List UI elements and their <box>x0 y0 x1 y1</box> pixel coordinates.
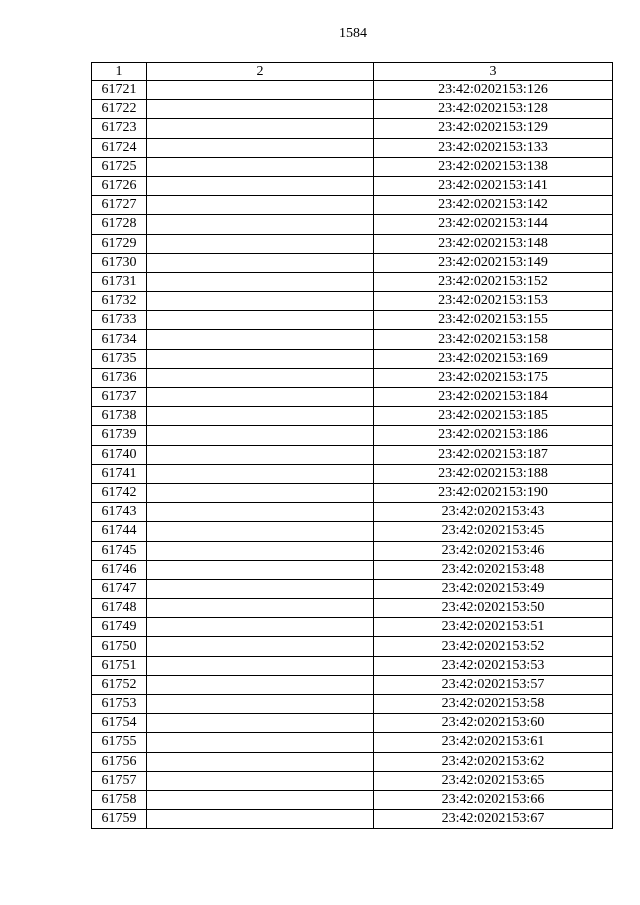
table-cell-col-2 <box>147 368 374 387</box>
table-row <box>92 368 613 387</box>
table-cell-col-2 <box>147 464 374 483</box>
table-row <box>92 752 613 771</box>
table-row <box>92 656 613 675</box>
table-cell-col-3: 23:42:0202153:52 <box>374 637 613 656</box>
table-row <box>92 503 613 522</box>
table-cell-col-3: 23:42:0202153:43 <box>374 503 613 522</box>
table-cell-col-1: 61727 <box>92 196 147 215</box>
table-cell-col-1: 61734 <box>92 330 147 349</box>
table-cell-col-1: 61725 <box>92 157 147 176</box>
table-cell-col-1: 61754 <box>92 714 147 733</box>
table-cell-col-2 <box>147 196 374 215</box>
table-cell-col-3: 23:42:0202153:126 <box>374 81 613 100</box>
table-cell-col-3: 23:42:0202153:62 <box>374 752 613 771</box>
table-cell-col-2 <box>147 503 374 522</box>
table-cell-col-1: 61756 <box>92 752 147 771</box>
table-cell-col-2 <box>147 407 374 426</box>
table-cell-col-3: 23:42:0202153:58 <box>374 695 613 714</box>
table-cell-col-3: 23:42:0202153:138 <box>374 157 613 176</box>
table-cell-col-2 <box>147 752 374 771</box>
table-row <box>92 176 613 195</box>
table-cell-col-2 <box>147 100 374 119</box>
table-row <box>92 349 613 368</box>
table-cell-col-2 <box>147 637 374 656</box>
table-cell-col-3: 23:42:0202153:141 <box>374 176 613 195</box>
table-row <box>92 311 613 330</box>
table-cell-col-2 <box>147 541 374 560</box>
table-cell-col-3: 23:42:0202153:153 <box>374 292 613 311</box>
table-cell-col-2 <box>147 771 374 790</box>
table-cell-col-3: 23:42:0202153:184 <box>374 388 613 407</box>
table-row <box>92 426 613 445</box>
table-cell-col-1: 61729 <box>92 234 147 253</box>
table-cell-col-1: 61757 <box>92 771 147 790</box>
table-cell-col-1: 61737 <box>92 388 147 407</box>
table-cell-col-2 <box>147 234 374 253</box>
table-row <box>92 464 613 483</box>
table-row <box>92 253 613 272</box>
table-cell-col-1: 61743 <box>92 503 147 522</box>
table-cell-col-2 <box>147 560 374 579</box>
table-row <box>92 618 613 637</box>
table-cell-col-3: 23:42:0202153:186 <box>374 426 613 445</box>
table-row <box>92 483 613 502</box>
table-cell-col-3: 23:42:0202153:149 <box>374 253 613 272</box>
table-row <box>92 138 613 157</box>
table-cell-col-1: 61742 <box>92 483 147 502</box>
table-cell-col-1: 61730 <box>92 253 147 272</box>
table-row <box>92 790 613 809</box>
table-cell-col-1: 61750 <box>92 637 147 656</box>
column-header-1: 1 <box>92 63 147 81</box>
table-cell-col-1: 61746 <box>92 560 147 579</box>
table-cell-col-3: 23:42:0202153:175 <box>374 368 613 387</box>
table-cell-col-2 <box>147 599 374 618</box>
table-row <box>92 714 613 733</box>
table-cell-col-3: 23:42:0202153:53 <box>374 656 613 675</box>
table-cell-col-2 <box>147 733 374 752</box>
table-cell-col-2 <box>147 656 374 675</box>
table-cell-col-2 <box>147 272 374 291</box>
table-row <box>92 81 613 100</box>
table-cell-col-1: 61723 <box>92 119 147 138</box>
table-row <box>92 675 613 694</box>
table-cell-col-1: 61752 <box>92 675 147 694</box>
table-cell-col-3: 23:42:0202153:57 <box>374 675 613 694</box>
table-cell-col-3: 23:42:0202153:148 <box>374 234 613 253</box>
table-cell-col-2 <box>147 675 374 694</box>
table-row <box>92 522 613 541</box>
table-cell-col-1: 61739 <box>92 426 147 445</box>
table-cell-col-2 <box>147 349 374 368</box>
table-cell-col-1: 61748 <box>92 599 147 618</box>
page-number: 1584 <box>339 26 367 41</box>
table-row <box>92 579 613 598</box>
table-cell-col-3: 23:42:0202153:46 <box>374 541 613 560</box>
table-cell-col-3: 23:42:0202153:49 <box>374 579 613 598</box>
table-row <box>92 330 613 349</box>
column-header-2: 2 <box>147 63 374 81</box>
table-cell-col-1: 61740 <box>92 445 147 464</box>
table-row <box>92 637 613 656</box>
table-cell-col-1: 61745 <box>92 541 147 560</box>
table-cell-col-2 <box>147 138 374 157</box>
table-cell-col-3: 23:42:0202153:129 <box>374 119 613 138</box>
table-cell-col-2 <box>147 81 374 100</box>
table-cell-col-2 <box>147 445 374 464</box>
table-cell-col-2 <box>147 176 374 195</box>
table-row <box>92 196 613 215</box>
table-row <box>92 234 613 253</box>
table-cell-col-2 <box>147 695 374 714</box>
table-cell-col-1: 61744 <box>92 522 147 541</box>
table-cell-col-3: 23:42:0202153:188 <box>374 464 613 483</box>
table-row <box>92 695 613 714</box>
table-cell-col-1: 61731 <box>92 272 147 291</box>
table-row <box>92 292 613 311</box>
table-cell-col-1: 61747 <box>92 579 147 598</box>
table-cell-col-3: 23:42:0202153:65 <box>374 771 613 790</box>
table-cell-col-1: 61724 <box>92 138 147 157</box>
table-cell-col-3: 23:42:0202153:60 <box>374 714 613 733</box>
table-cell-col-2 <box>147 790 374 809</box>
table-cell-col-1: 61721 <box>92 81 147 100</box>
table-cell-col-3: 23:42:0202153:61 <box>374 733 613 752</box>
table-row <box>92 445 613 464</box>
table-cell-col-1: 61751 <box>92 656 147 675</box>
table-row <box>92 771 613 790</box>
table-cell-col-1: 61732 <box>92 292 147 311</box>
table-cell-col-1: 61735 <box>92 349 147 368</box>
column-header-3: 3 <box>374 63 613 81</box>
table-cell-col-1: 61741 <box>92 464 147 483</box>
table-cell-col-1: 61755 <box>92 733 147 752</box>
table-cell-col-1: 61722 <box>92 100 147 119</box>
table-cell-col-2 <box>147 253 374 272</box>
table-cell-col-1: 61733 <box>92 311 147 330</box>
table-cell-col-3: 23:42:0202153:144 <box>374 215 613 234</box>
table-cell-col-1: 61738 <box>92 407 147 426</box>
table-cell-col-1: 61758 <box>92 790 147 809</box>
table-row <box>92 100 613 119</box>
table-cell-col-3: 23:42:0202153:185 <box>374 407 613 426</box>
table-cell-col-3: 23:42:0202153:158 <box>374 330 613 349</box>
table-cell-col-3: 23:42:0202153:67 <box>374 810 613 829</box>
table-body <box>92 81 613 829</box>
table-cell-col-2 <box>147 618 374 637</box>
table-cell-col-3: 23:42:0202153:142 <box>374 196 613 215</box>
table-cell-col-2 <box>147 714 374 733</box>
table-cell-col-2 <box>147 215 374 234</box>
table-row <box>92 541 613 560</box>
table-cell-col-3: 23:42:0202153:155 <box>374 311 613 330</box>
table-row <box>92 560 613 579</box>
table-cell-col-2 <box>147 292 374 311</box>
table-cell-col-3: 23:42:0202153:50 <box>374 599 613 618</box>
table-cell-col-2 <box>147 483 374 502</box>
table-cell-col-3: 23:42:0202153:190 <box>374 483 613 502</box>
table-cell-col-2 <box>147 522 374 541</box>
table-cell-col-3: 23:42:0202153:128 <box>374 100 613 119</box>
table-cell-col-2 <box>147 426 374 445</box>
table-cell-col-2 <box>147 810 374 829</box>
table-row <box>92 272 613 291</box>
table-cell-col-2 <box>147 119 374 138</box>
table-row <box>92 733 613 752</box>
table-cell-col-3: 23:42:0202153:152 <box>374 272 613 291</box>
table-cell-col-1: 61749 <box>92 618 147 637</box>
table-row <box>92 388 613 407</box>
table-cell-col-1: 61726 <box>92 176 147 195</box>
table-cell-col-2 <box>147 388 374 407</box>
table-cell-col-2 <box>147 330 374 349</box>
table-cell-col-3: 23:42:0202153:48 <box>374 560 613 579</box>
table-cell-col-1: 61736 <box>92 368 147 387</box>
registry-table <box>91 62 613 829</box>
table-cell-col-3: 23:42:0202153:51 <box>374 618 613 637</box>
table-row <box>92 157 613 176</box>
table-cell-col-3: 23:42:0202153:45 <box>374 522 613 541</box>
table-cell-col-3: 23:42:0202153:66 <box>374 790 613 809</box>
table-cell-col-2 <box>147 157 374 176</box>
table-cell-col-2 <box>147 579 374 598</box>
table-cell-col-1: 61759 <box>92 810 147 829</box>
table-row <box>92 599 613 618</box>
table-cell-col-1: 61753 <box>92 695 147 714</box>
table-cell-col-1: 61728 <box>92 215 147 234</box>
table-row <box>92 407 613 426</box>
table-cell-col-2 <box>147 311 374 330</box>
table-header-row <box>92 63 613 81</box>
table-cell-col-3: 23:42:0202153:169 <box>374 349 613 368</box>
table-row <box>92 810 613 829</box>
table-row <box>92 215 613 234</box>
table-cell-col-3: 23:42:0202153:187 <box>374 445 613 464</box>
table-cell-col-3: 23:42:0202153:133 <box>374 138 613 157</box>
table-row <box>92 119 613 138</box>
